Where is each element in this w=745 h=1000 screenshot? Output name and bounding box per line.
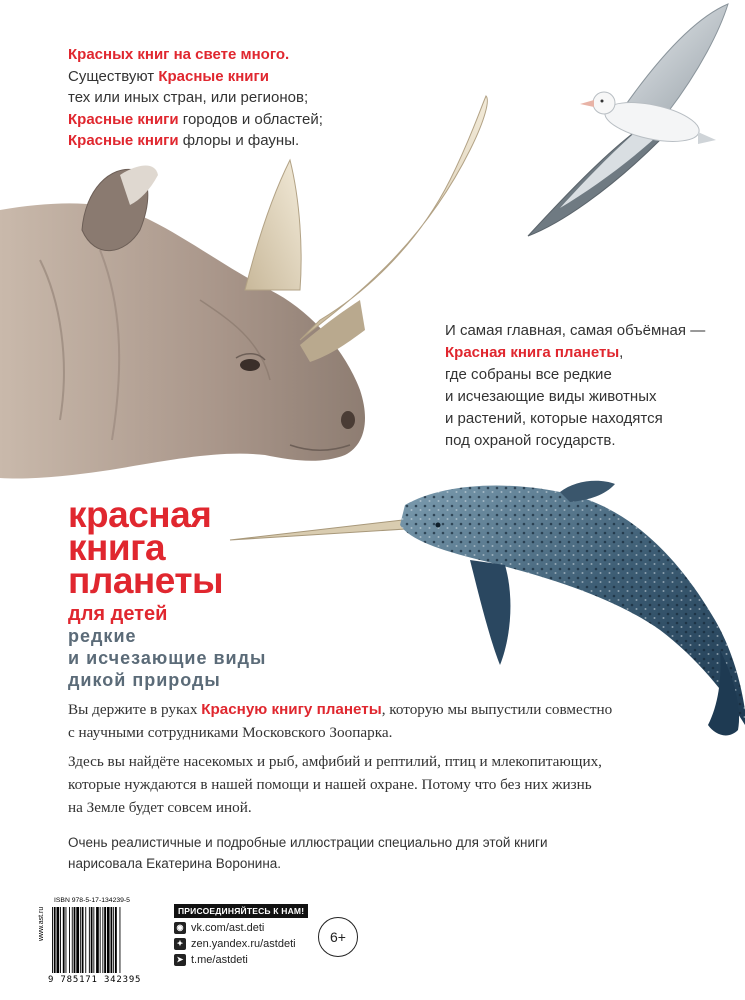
social-vk[interactable] [174,922,264,934]
body-p2-c: на Земле будет совсем иной. [68,799,252,816]
social-tg-link[interactable]: t.me/astdeti [191,954,248,966]
body-p1-highlight: Красную книгу планеты [201,701,382,718]
intro-line5-b: флоры и фауны. [178,132,300,149]
barcode-bar [57,907,60,973]
barcode-bar [111,907,113,973]
intro-line3: тех или иных стран, или регионов; [68,89,309,106]
barcode-bar [100,907,101,973]
main-red-line4: и исчезающие виды животных [445,388,657,405]
barcode-bar [52,907,53,973]
barcode-bar [69,907,70,973]
body-p1-d: с научными сотрудниками Московского Зоопарка. [68,724,393,741]
barcode-bar [115,907,117,973]
credit-line1: Очень реалистичные и подробные иллюстрации специально для этой книги [68,835,548,850]
main-red-line5: и растений, которые находятся [445,410,663,427]
barcode-bar [120,907,121,973]
barcode-bar [96,907,99,973]
telegram-icon: ➤ [174,954,186,966]
zen-icon: ✦ [174,938,186,950]
barcode-bar [85,907,86,973]
main-red-line1: И самая главная, самая объёмная — [445,322,706,339]
main-red-line2-tail: , [619,344,624,361]
main-red-line6: под охраной государств. [445,432,616,449]
body-p2-a: Здесь вы найдёте насекомых и рыб, амфибий и рептилий, птиц и млекопитающих, [68,753,602,770]
barcode-bar [102,907,103,973]
barcode-bar [63,907,65,973]
description-text [68,698,708,825]
body-p2-b: которые нуждаются в нашей помощи и нашей охране. Потому что без них жизнь [68,776,592,793]
barcode-bar [74,907,76,973]
social-zen-link[interactable]: zen.yandex.ru/astdeti [191,938,296,950]
credit-line2: нарисовала Екатерина Воронина. [68,856,282,871]
social-vk-link[interactable]: vk.com/ast.deti [191,922,265,934]
barcode-bars [50,907,166,973]
main-red-book-text [445,320,735,452]
publisher-site: www.ast.ru [38,906,45,941]
intro-line5-a: Красные книги [68,132,179,149]
intro-text [68,44,368,152]
barcode-bar [93,907,94,973]
intro-line4-a: Красные книги [68,110,179,128]
barcode-bar [72,907,73,973]
vk-icon: ◉ [174,922,186,934]
subtitle-line1: редкие [68,626,137,646]
subtitle-line2: и исчезающие виды [68,648,267,668]
body-p1-c: , которую мы выпустили совместно [381,701,613,718]
body-p1-a: Вы держите в руках [68,701,202,718]
barcode-bar [104,907,106,973]
social-zen[interactable] [174,938,296,950]
age-rating-badge: 6+ [318,917,358,957]
title-line1: красная [68,494,212,535]
barcode-bar [76,907,79,973]
intro-line2-b: Красные книги [158,67,269,85]
intro-heading: Красных книг на свете много. [68,46,290,63]
barcode-block [36,897,168,989]
barcode-bar [107,907,110,973]
subtitle-line3: дикой природы [68,670,221,690]
main-red-line3: где собраны все редкие [445,366,612,383]
intro-line4-b: городов и областей; [178,110,323,128]
join-us-label: ПРИСОЕДИНЯЙТЕСЬ К НАМ! [174,904,308,918]
barcode-bar [113,907,114,973]
book-title [68,494,328,691]
isbn-text: ISBN 978-5-17-134239-5 [54,897,130,904]
social-telegram[interactable] [174,954,248,966]
barcode-bar [89,907,90,973]
title-line3: планеты [68,560,224,601]
barcode-bar [82,907,84,973]
illustrator-credit [68,832,708,874]
barcode-bar [66,907,67,973]
intro-line2-a: Существуют [68,67,159,85]
main-red-line2: Красная книга планеты [445,344,620,361]
barcode-bar [60,907,61,973]
barcode-bar [54,907,56,973]
barcode-digits: 9 785171 342395 [48,975,142,985]
title-line2: книга [68,527,166,568]
barcode-bar [80,907,81,973]
title-for-kids: для детей [68,603,168,625]
barcode-bar [91,907,93,973]
